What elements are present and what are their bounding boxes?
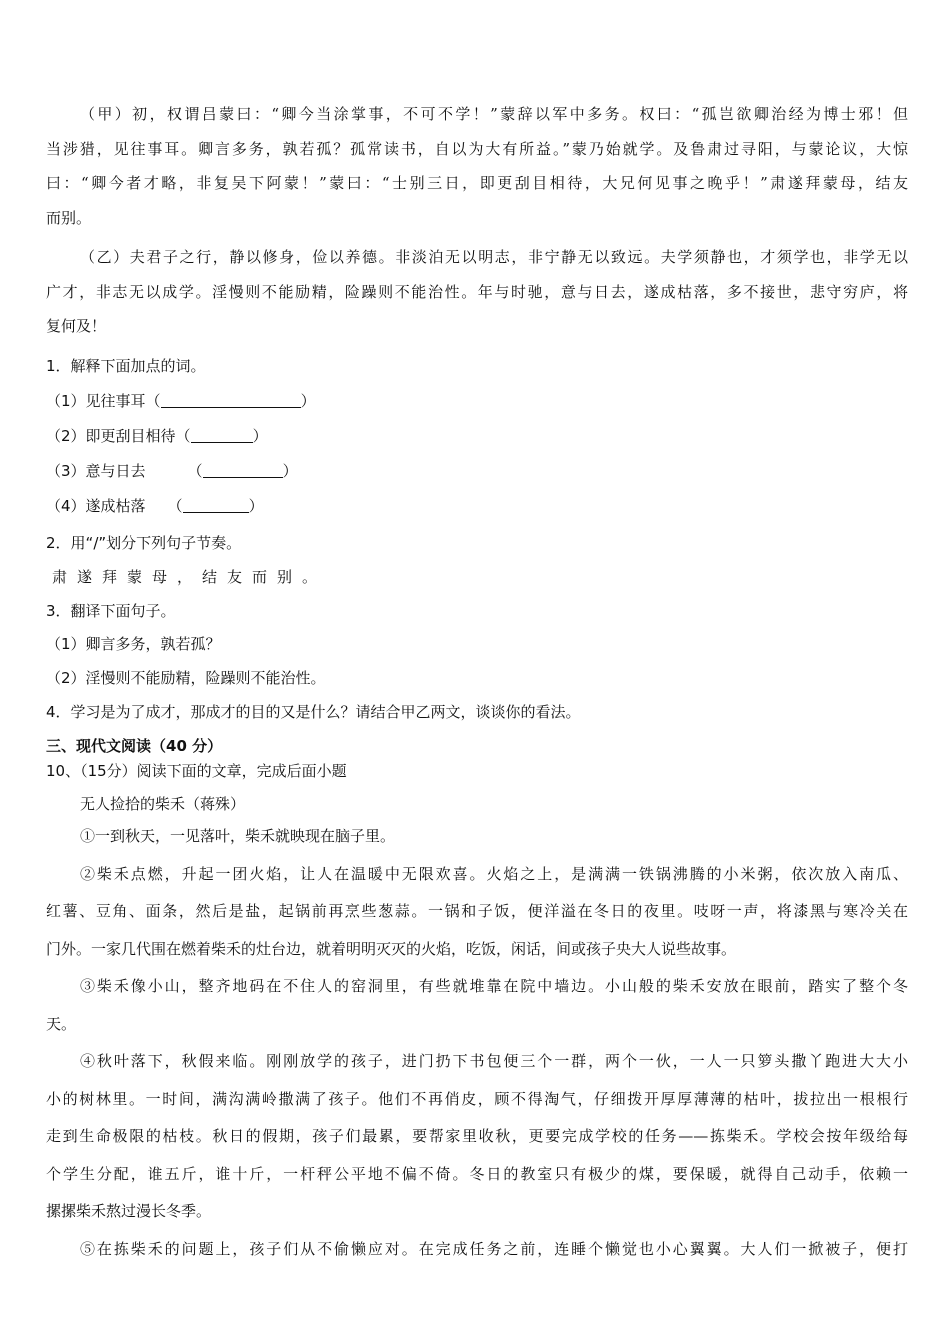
passage-yi [46, 240, 908, 344]
passage-yi-line: （乙）夫君子之行，静以修身，俭以养德。非淡泊无以明志，非宁静无以致远。夫学须静也，才须学也，非学无以 [80, 248, 908, 266]
passage-jia-line: 而别。 [46, 208, 92, 227]
q1-item-label: （4）遂成枯落 [46, 497, 146, 515]
article-title: 无人捡拾的柴禾（蒋殊） [80, 795, 246, 813]
article-paragraph-line: 红薯、豆角、面条，然后是盐，起锅前再烹些葱蒜。一锅和子饭，便洋溢在冬日的夜里。吱呀一声，将漆黑与寒冷关在 [46, 902, 908, 920]
passage-jia-line: （甲）初，权谓吕蒙曰：“卿今当涂掌事，不可不学！”蒙辞以军中多务。权曰：“孤岂欲卿治经为博士邪！但 [80, 105, 908, 123]
answer-blank[interactable] [191, 427, 253, 443]
q1-item-label: （2）即更刮目相待 [46, 427, 176, 445]
q1-item-label: （3）意与日去 [46, 462, 146, 480]
q2-sentence: 肃遂拜蒙母，结友而别。 [52, 568, 328, 586]
answer-blank[interactable] [161, 392, 301, 408]
article-paragraph-line: ⑤在拣柴禾的问题上，孩子们从不偷懒应对。在完成任务之前，连睡个懒觉也小心翼翼。大人们一掀被子，便打 [80, 1239, 908, 1258]
article-paragraph-line: ③柴禾像小山，整齐地码在不住人的窑洞里，有些就堆靠在院中墙边。小山般的柴禾安放在眼前，踏实了整个冬 [80, 977, 908, 995]
q1-item-3: （3）意与日去 （ ） [46, 462, 298, 480]
q1-item-label: （1）见往事耳 [46, 392, 146, 410]
q2-title: 2．用“/”划分下列句子节奏。 [46, 534, 242, 552]
article-paragraph-line: 走到生命极限的枯枝。秋日的假期，孩子们最累，要帮家里收秋，更要完成学校的任务——拣柴禾。学校会按年级给每 [46, 1127, 908, 1145]
passage-jia-line: 曰：“卿今者才略，非复吴下阿蒙！”蒙曰：“士别三日，即更刮目相待，大兄何见事之晚乎！”肃遂拜蒙母，结友 [46, 174, 908, 192]
article-paragraph-line: ④秋叶落下，秋假来临。刚刚放学的孩子，进门扔下书包便三个一群，两个一伙，一人一只箩头撒丫跑进大大小 [80, 1052, 908, 1070]
article-body [46, 818, 908, 1268]
article-paragraph-line: ②柴禾点燃，升起一团火焰，让人在温暖中无限欢喜。火焰之上，是满满一铁锅沸腾的小米粥，依次放入南瓜、 [80, 864, 908, 883]
q3-item-2: （2）淫慢则不能励精，险躁则不能治性。 [46, 669, 326, 687]
article-paragraph-line: 天。 [46, 1014, 77, 1033]
q3-title: 3．翻译下面句子。 [46, 602, 176, 620]
answer-blank[interactable] [203, 462, 283, 478]
q3-item-1: （1）卿言多务，孰若孤？ [46, 635, 221, 653]
passage-yi-line: 复何及！ [46, 317, 107, 335]
answer-blank[interactable] [183, 497, 249, 513]
article-paragraph-line: 小的树林里。一时间，满沟满岭撒满了孩子。他们不再俏皮，顾不得淘气，仔细拨开厚厚薄薄的枯叶，拔拉出一根根行 [46, 1089, 908, 1108]
article-paragraph-line: 门外。一家几代围在燃着柴禾的灶台边，就着明明灭灭的火焰，吃饭，闲话，间或孩子央大人说些故事。 [46, 939, 737, 958]
article-paragraph: ①一到秋天，一见落叶，柴禾就映现在脑子里。 [80, 827, 396, 845]
article-paragraph-line: 摞摞柴禾熬过漫长冬季。 [46, 1202, 212, 1220]
q10-instruction: 10、（15分）阅读下面的文章，完成后面小题 [46, 762, 347, 780]
article-paragraph-line: 个学生分配，谁五斤，谁十斤，一杆秤公平地不偏不倚。冬日的教室只有极少的煤，要保暖，就得自己动手，依赖一 [46, 1164, 908, 1183]
q1-title: 1．解释下面加点的词。 [46, 357, 206, 375]
q4-title: 4．学习是为了成才，那成才的目的又是什么？请结合甲乙两文，谈谈你的看法。 [46, 703, 581, 721]
passage-yi-line: 广才，非志无以成学。淫慢则不能励精，险躁则不能治性。年与时驰，意与日去，遂成枯落，多不接世，悲守穷庐，将 [46, 282, 908, 301]
q1-item-4: （4）遂成枯落 （ ） [46, 497, 264, 515]
q1-item-2: （2）即更刮目相待（ ） [46, 427, 268, 445]
q1-item-1: （1）见往事耳（ ） [46, 392, 316, 410]
passage-jia [46, 97, 908, 235]
passage-jia-line: 当涉猎，见往事耳。卿言多务，孰若孤？孤常读书，自以为大有所益。”蒙乃始就学。及鲁肃过寻阳，与蒙论议，大惊 [46, 139, 908, 158]
section-heading: 三、现代文阅读（40 分） [46, 737, 223, 755]
